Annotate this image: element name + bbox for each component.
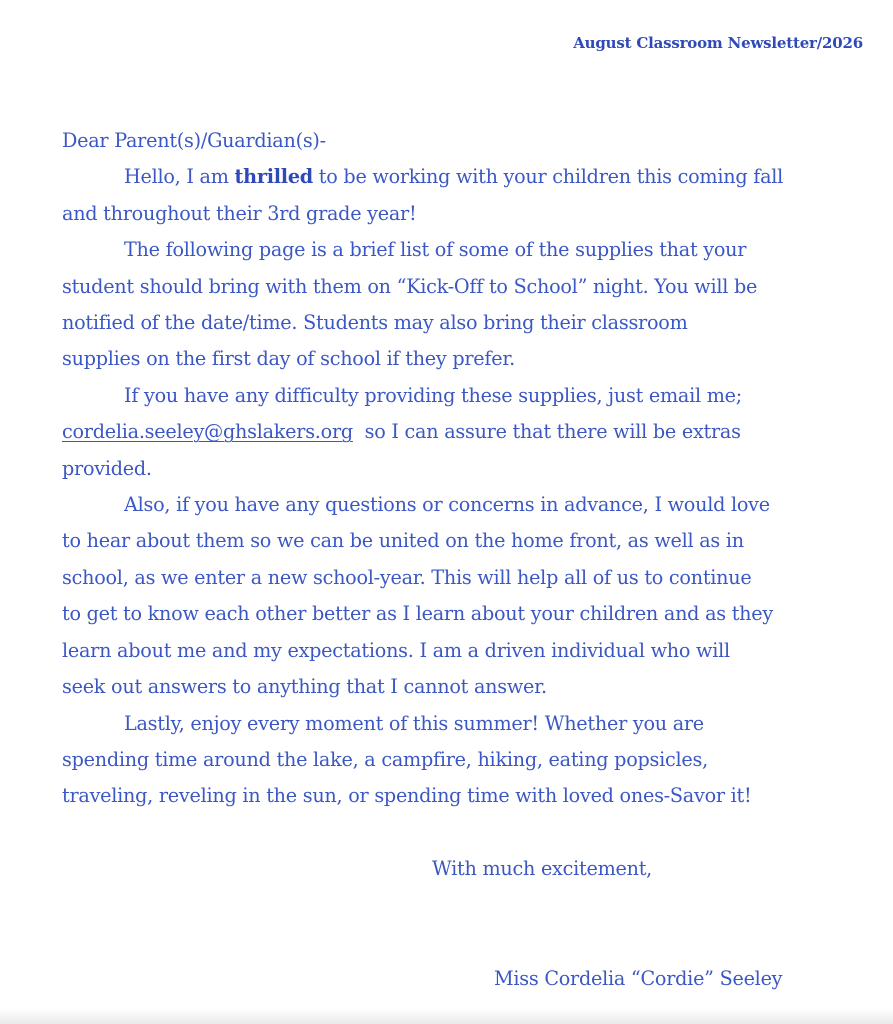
paragraph-4-line-6: seek out answers to anything that I cannot answer.: [62, 675, 547, 699]
paragraph-5-line-1: [62, 706, 862, 742]
email-link[interactable]: cordelia.seeley@ghslakers.org: [62, 420, 353, 444]
letter-body: [62, 123, 862, 815]
signature: Miss Cordelia “Cordie” Seeley: [494, 967, 783, 990]
paragraph-4-line-2: to hear about them so we can be united on the home front, as well as in: [62, 529, 744, 553]
paragraph-4-line-4: to get to know each other better as I learn about your children and as they: [62, 602, 773, 626]
p2-text: The following page is a brief list of some of the supplies that your: [124, 238, 747, 262]
salutation: Dear Parent(s)/Guardian(s)-: [62, 129, 326, 152]
paragraph-4-line-1: [62, 487, 862, 523]
paragraph-5-line-3: traveling, reveling in the sun, or spending time with loved ones-Savor it!: [62, 784, 752, 808]
page-bottom-shadow: [0, 1008, 893, 1024]
paragraph-2-line-3: notified of the date/time. Students may also bring their classroom: [62, 311, 688, 335]
paragraph-1-line-2: and throughout their 3rd grade year!: [62, 201, 417, 225]
paragraph-2-line-2: student should bring with them on “Kick-Off to School” night. You will be: [62, 274, 758, 298]
p5-text: Lastly, enjoy every moment of this summer! Whether you are: [124, 711, 704, 735]
paragraph-3-line-1: [62, 378, 862, 414]
emphasis-thrilled: thrilled: [234, 165, 313, 189]
p4-text: Also, if you have any questions or concerns in advance, I would love: [124, 493, 770, 517]
p3-text: If you have any difficulty providing these supplies, just email me;: [124, 383, 743, 407]
paragraph-2-line-1: [62, 232, 862, 268]
closing: With much excitement,: [432, 857, 653, 880]
p3-text-after-email: so I can assure that there will be extras: [352, 420, 741, 444]
p1-text-before: Hello, I am: [124, 165, 235, 189]
p1-text-after: to be working with your children this coming fall: [312, 165, 784, 189]
paragraph-5-line-2: spending time around the lake, a campfire, hiking, eating popsicles,: [62, 747, 708, 771]
paragraph-1-line-1: [62, 159, 862, 195]
paragraph-3-line-2: [62, 414, 862, 450]
paragraph-4-line-3: school, as we enter a new school-year. This will help all of us to continue: [62, 565, 752, 589]
paragraph-2-line-4: supplies on the first day of school if they prefer.: [62, 347, 516, 371]
newsletter-title: August Classroom Newsletter/2026: [573, 34, 863, 52]
paragraph-3-line-3: provided.: [62, 456, 152, 480]
paragraph-4-line-5: learn about me and my expectations. I am a driven individual who will: [62, 638, 730, 662]
